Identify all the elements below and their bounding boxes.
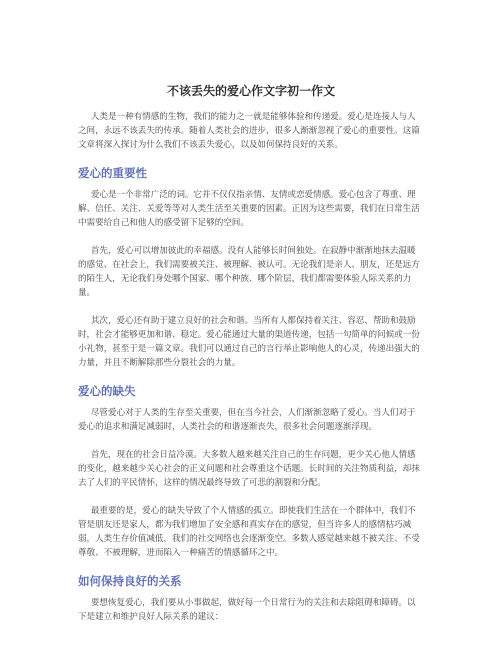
section-heading-importance: 爱心的重要性 (78, 166, 147, 180)
section-paragraph: 其次，爱心还有助于建立良好的社会和谐。当所有人都保持着关注、容忍、帮助和鼓励时，社会才能够更加和谐、稳定。爱心能通过大量的渠道传递，包括一句简单的问候或一份小礼物，甚至于是一篇文章。我们可以通过自己的言行举止影响他人的心灵，传递出强大的力量，并且不断解除那些分裂社会的力量。 (78, 316, 420, 368)
intro-paragraph: 人类是一种有情感的生物，我们的能力之一就是能够体验和传递爱。爱心是连接人与人之间，永远不该丢失的传承。随着人类社会的进步，很多人渐渐忽视了爱心的重要性。这篇文章将深入探讨为什么我们不该丢失爱心，以及如何保持良好的关系。 (78, 112, 420, 150)
section-paragraph: 首先，现在的社会日益冷漠。大多数人越来越关注自己的生存问题，更少关心他人情感的变化，越来越少关心社会的正义问题和社会尊重这个话题。长时间的关注物质利益，却抹去了人们的平民情怀，这样的情况最终导致了可悲的割裂和分配。 (78, 450, 420, 488)
section-paragraph: 首先，爱心可以增加彼此的幸福感。没有人能够长时间独处。在寂静中渐渐地抹去温暖的感觉、在社会上，我们需要被关注、被理解、被认可。无论我们是亲人、朋友，还是远方的陌生人，无论我们身处哪个国家、哪个种族、哪个阶层，我们都需要体验人际关系的力量。 (78, 246, 420, 298)
document-title: 不该丢失的爱心作文字初一作文 (166, 84, 335, 98)
section-paragraph: 爱心是一个非常广泛的词。它并不仅仅指亲情、友情或恋爱情感。爱心包含了尊重、理解、信任、关注、关爱等等对人类生活至关重要的因素。正因为这些需要，我们在日常生活中需要给自己和他人的感受留下足够的空间。 (78, 190, 420, 228)
section-paragraph: 最重要的是，爱心的缺失导致了个人情感的孤立。即使我们生活在一个群体中，我们不管是朋友还是家人，都为我们增加了安全感和真实存在的感觉，但当许多人的感情枯巧减弱，人类生存价值减低，我们的社交网络也会逐渐变空。多数人感觉越来越不被关注、不受尊敬、不被理解，进而陷入一种痛苦的情感循环之中。 (78, 506, 420, 558)
section-paragraph: 要想恢复爱心，我们要从小事做起，做好每一个日常行为的关注和去除阻碍和障碍。以下是建立和维护良好人际关系的建议： (78, 598, 416, 622)
section-heading-relationships: 如何保持良好的关系 (78, 574, 182, 588)
section-paragraph: 尽管爱心对于人类的生存至关重要，但在当今社会，人们渐渐忽略了爱心。当人们对于爱心的追求和满足减弱时，人类社会的和谐逐渐丧失，很多社会问题逐渐浮现。 (78, 408, 416, 432)
section-heading-lack: 爱心的缺失 (78, 384, 136, 398)
